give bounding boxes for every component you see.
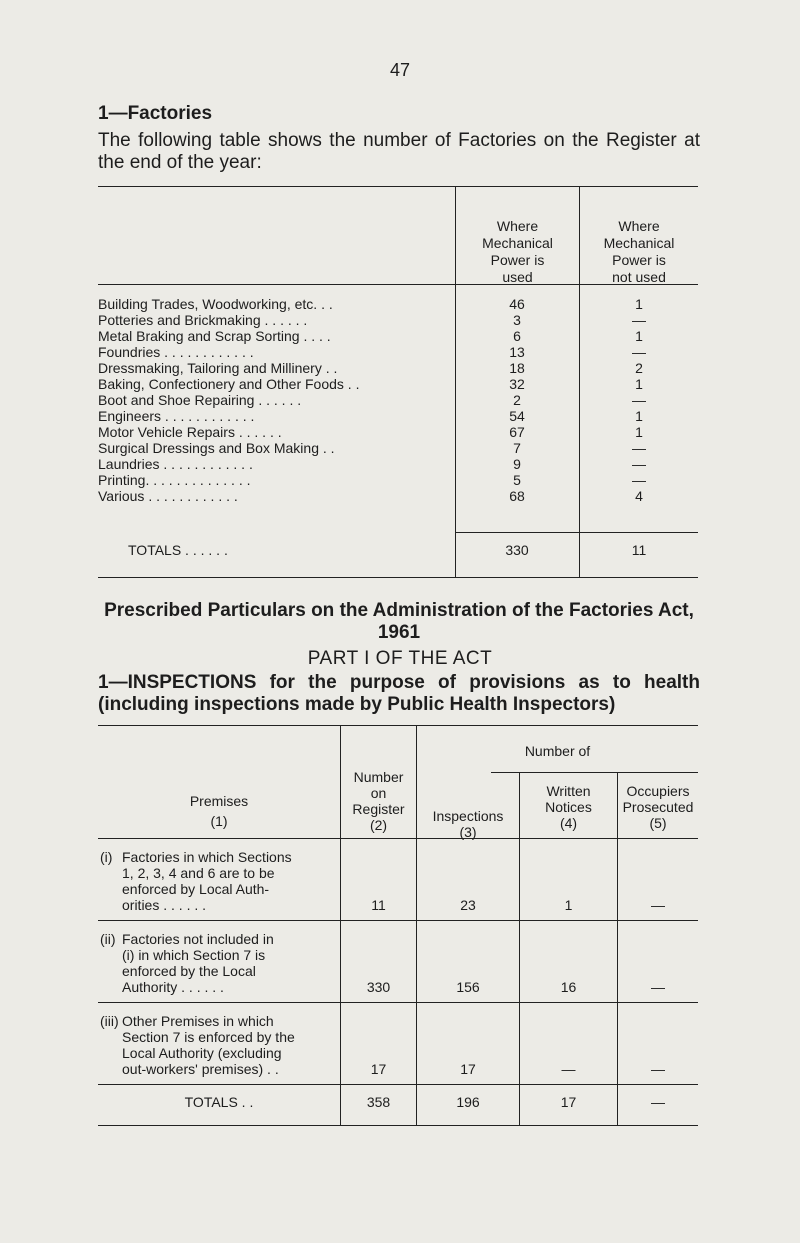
- cell-used: 7: [513, 440, 521, 456]
- row-label: Boot and Shoe Repairing . . . . . .: [98, 392, 302, 408]
- cell-not-used: 1: [635, 376, 643, 392]
- premises-cell: [100, 931, 336, 995]
- premises-line: Other Premises in which: [122, 1013, 274, 1029]
- header-line: Power is: [612, 252, 666, 268]
- premises-line: orities . . . . . .: [122, 897, 207, 913]
- header-written-notices: [520, 783, 617, 831]
- row-number: (ii): [100, 931, 116, 947]
- header-line: not used: [612, 269, 666, 285]
- cell-inspections: 23: [460, 897, 476, 913]
- cell-register: 11: [371, 897, 386, 913]
- cell-not-used: 1: [635, 328, 643, 344]
- row-label: Various . . . . . . . . . . . .: [98, 488, 238, 504]
- header-line: Register: [352, 801, 405, 817]
- header-power-used: [456, 218, 579, 286]
- premises-line: Authority . . . . . .: [122, 979, 224, 995]
- row-label: Baking, Confectionery and Other Foods . .: [98, 376, 360, 392]
- header-line: on: [370, 785, 387, 801]
- cell-not-used: —: [632, 312, 646, 328]
- inspections-title: 1—INSPECTIONS for the purpose of provisions as to health (including inspections made by Public Health Inspectors): [98, 672, 700, 715]
- row-label: Engineers . . . . . . . . . . . .: [98, 408, 255, 424]
- inspections-table: [98, 725, 698, 1135]
- premises-cell: [100, 1013, 336, 1077]
- totals-label: TOTALS . .: [184, 1094, 254, 1110]
- cell-not-used: —: [632, 344, 646, 360]
- part-title: PART I OF THE ACT: [307, 648, 493, 669]
- table-row: [98, 344, 698, 360]
- section-title-factories: 1—Factories: [98, 103, 213, 124]
- row-rule: [98, 920, 698, 921]
- cell-used: 5: [513, 472, 521, 488]
- cell-notices: 1: [564, 897, 573, 913]
- header-line: Occupiers: [626, 783, 690, 799]
- total-notices: 17: [560, 1094, 577, 1110]
- premises-line: enforced by Local Auth-: [122, 881, 270, 897]
- header-line: Power is: [490, 252, 545, 268]
- total-used: 330: [505, 542, 529, 558]
- row-number: (iii): [100, 1013, 119, 1029]
- cell-register: 330: [366, 979, 391, 995]
- table-row: [98, 392, 698, 408]
- header-power-not-used: [580, 218, 698, 286]
- row-label: Laundries . . . . . . . . . . . .: [98, 456, 253, 472]
- table-row: [98, 440, 698, 456]
- table-row: [98, 360, 698, 376]
- header-occupiers-prosecuted: [618, 783, 698, 831]
- cell-used: 67: [509, 424, 525, 440]
- header-col-number: (4): [559, 815, 578, 831]
- cell-not-used: 2: [635, 360, 643, 376]
- row-label: Metal Braking and Scrap Sorting . . . .: [98, 328, 331, 344]
- header-number-on-register: [341, 769, 416, 833]
- premises-line: 1, 2, 3, 4 and 6 are to be: [122, 865, 275, 881]
- cell-not-used: 1: [635, 424, 643, 440]
- total-register: 358: [366, 1094, 391, 1110]
- header-col-number: (3): [459, 824, 477, 840]
- cell-used: 13: [509, 344, 525, 360]
- totals-rule: [455, 532, 698, 533]
- header-rule: [98, 838, 698, 839]
- header-text: Premises: [189, 793, 249, 809]
- header-line: Mechanical: [482, 235, 553, 251]
- subheader-rule: [491, 772, 698, 773]
- cell-not-used: 1: [635, 408, 643, 424]
- header-line: Number: [353, 769, 404, 785]
- table-row: [98, 488, 698, 504]
- table-top-rule: [98, 725, 698, 726]
- cell-inspections: 17: [460, 1061, 476, 1077]
- header-line: used: [502, 269, 533, 285]
- cell-notices: —: [561, 1061, 576, 1077]
- header-line: Where: [496, 218, 539, 234]
- header-line: Mechanical: [603, 235, 675, 251]
- table-row: [98, 296, 698, 312]
- cell-prosecuted: —: [651, 897, 665, 913]
- row-rule: [98, 1084, 698, 1085]
- row-label: Potteries and Brickmaking . . . . . .: [98, 312, 308, 328]
- table-row: [98, 424, 698, 440]
- header-line: Notices: [545, 799, 592, 815]
- cell-not-used: —: [632, 456, 646, 472]
- table-row: [98, 456, 698, 472]
- header-line: Inspections: [432, 808, 504, 824]
- table-row: [98, 408, 698, 424]
- cell-inspections: 156: [456, 979, 480, 995]
- header-inspections: [417, 808, 519, 840]
- cell-not-used: —: [632, 472, 646, 488]
- cell-prosecuted: —: [651, 1061, 665, 1077]
- premises-line: Factories in which Sections: [122, 849, 292, 865]
- header-col-number: (5): [649, 815, 667, 831]
- premises-line: Local Authority (excluding: [122, 1045, 282, 1061]
- cell-used: 68: [509, 488, 525, 504]
- premises-line: Factories not included in: [122, 931, 274, 947]
- cell-used: 18: [509, 360, 525, 376]
- cell-notices: 16: [560, 979, 577, 995]
- premises-line: enforced by the Local: [122, 963, 256, 979]
- cell-not-used: 4: [635, 488, 643, 504]
- table-bottom-rule: [98, 1125, 698, 1126]
- cell-register: 17: [370, 1061, 387, 1077]
- cell-used: 3: [513, 312, 521, 328]
- intro-paragraph: The following table shows the number of Factories on the Register at the end of the year:: [98, 130, 700, 173]
- cell-used: 32: [509, 376, 525, 392]
- row-label: Building Trades, Woodworking, etc. . .: [98, 296, 333, 312]
- table-row: [98, 328, 698, 344]
- total-prosecuted: —: [651, 1094, 665, 1110]
- row-label: Motor Vehicle Repairs . . . . . .: [98, 424, 282, 440]
- row-number: (i): [100, 849, 113, 865]
- total-inspections: 196: [456, 1094, 480, 1110]
- premises-line: out-workers' premises) . .: [122, 1061, 279, 1077]
- table-row: [98, 472, 698, 488]
- header-number-of: Number of: [524, 743, 591, 759]
- cell-prosecuted: —: [651, 979, 665, 995]
- cell-not-used: 1: [635, 296, 643, 312]
- page-number: 47: [389, 60, 411, 80]
- total-not-used: 11: [631, 542, 647, 558]
- cell-not-used: —: [632, 392, 646, 408]
- row-label: Surgical Dressings and Box Making . .: [98, 440, 335, 456]
- table-row: [98, 312, 698, 328]
- factories-table-body: [98, 296, 698, 504]
- premises-line: (i) in which Section 7 is: [122, 947, 266, 963]
- header-line: Written: [546, 783, 591, 799]
- cell-used: 9: [513, 456, 521, 472]
- factories-table: [98, 186, 698, 578]
- row-label: Foundries . . . . . . . . . . . .: [98, 344, 254, 360]
- totals-label: TOTALS . . . . . .: [128, 542, 228, 558]
- cell-not-used: —: [632, 440, 646, 456]
- prescribed-particulars-title: Prescribed Particulars on the Administration of the Factories Act, 1961: [104, 600, 694, 643]
- header-line: Where: [618, 218, 660, 234]
- cell-used: 6: [513, 328, 521, 344]
- header-premises: [98, 793, 340, 829]
- table-bottom-rule: [98, 577, 698, 578]
- cell-used: 2: [513, 392, 521, 408]
- row-rule: [98, 1002, 698, 1003]
- table-top-rule: [98, 186, 698, 187]
- row-label: Printing. . . . . . . . . . . . . .: [98, 472, 251, 488]
- cell-used: 46: [509, 296, 525, 312]
- cell-used: 54: [509, 408, 525, 424]
- premises-line: Section 7 is enforced by the: [122, 1029, 295, 1045]
- header-line: Prosecuted: [622, 799, 694, 815]
- header-col-number: (1): [210, 813, 228, 829]
- premises-cell: [100, 849, 336, 913]
- row-label: Dressmaking, Tailoring and Millinery . .: [98, 360, 338, 376]
- table-row: [98, 376, 698, 392]
- header-col-number: (2): [369, 817, 388, 833]
